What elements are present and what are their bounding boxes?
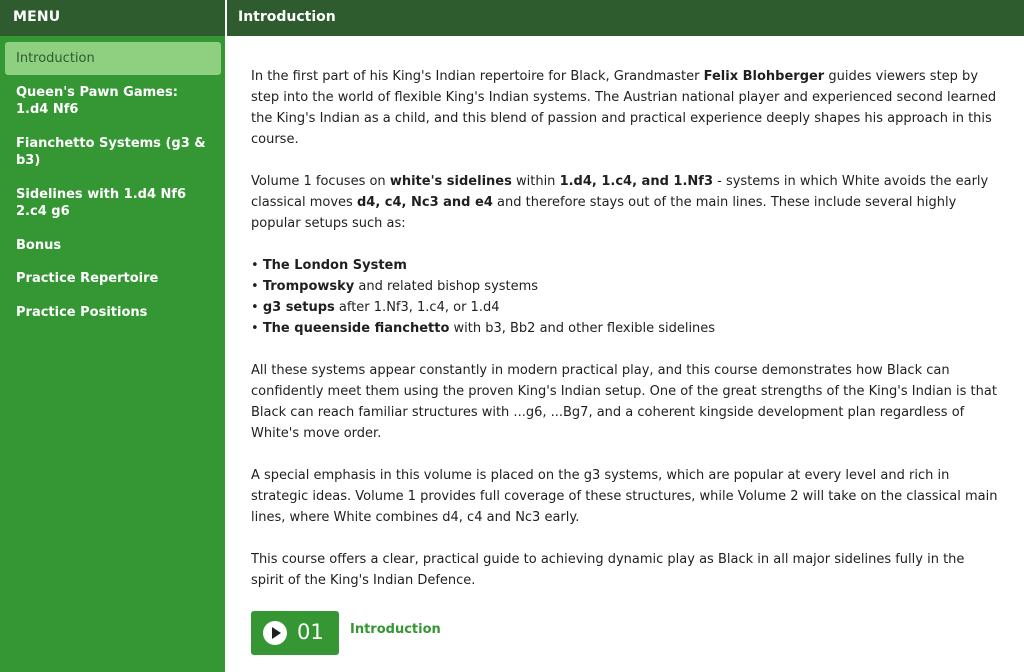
paragraph-intro: In the first part of his King's Indian repertoire for Black, Grandmaster Felix Blohberger guides viewers step by step into the world of flexible King's Indian systems. The Austrian national player and experienced second learned the King's Indian as a child, and this blend of passion and practical experience deeply shapes his approach in this course. (251, 69, 997, 147)
divider (225, 0, 227, 672)
sidebar-item-practice-positions[interactable]: Practice Positions (16, 305, 148, 320)
page-title: Introduction (227, 0, 1024, 36)
menu-header: MENU (0, 0, 225, 36)
play-video-button[interactable] (251, 611, 339, 655)
sidebar-item-queens-pawn-games[interactable]: Queen's Pawn Games: 1.d4 Nf6 (16, 85, 178, 117)
sidebar-item-introduction[interactable]: Introduction (5, 42, 221, 75)
author-name: Felix Blohberger (703, 69, 825, 84)
course-description (251, 66, 1001, 612)
paragraph-summary: This course offers a clear, practical guide to achieving dynamic play as Black in all major sidelines fully in the spirit of the King's Indian Defence. (251, 552, 965, 588)
sidebar-item-bonus[interactable]: Bonus (16, 238, 62, 253)
sidebar (0, 36, 225, 672)
sidebar-item-practice-repertoire[interactable]: Practice Repertoire (16, 271, 159, 286)
play-icon (263, 621, 287, 645)
sidebar-item-sidelines[interactable]: Sidelines with 1.d4 Nf6 2.c4 g6 (16, 187, 187, 219)
list-item: • The queenside fianchetto with b3, Bb2 and other flexible sidelines (251, 321, 716, 336)
setup-list (251, 255, 1001, 339)
paragraph-emphasis: A special emphasis in this volume is placed on the g3 systems, which are popular at every level and rich in strategic ideas. Volume 1 provides full coverage of these structures, while Volume 2 will take on the classical main lines, where White combines d4, c4 and Nc3 early. (251, 468, 998, 525)
list-item: • The London System (251, 258, 407, 273)
sidebar-item-fianchetto-systems[interactable]: Fianchetto Systems (g3 & b3) (16, 136, 206, 168)
video-number: 01 (297, 620, 324, 644)
paragraph-systems: All these systems appear constantly in modern practical play, and this course demonstrates how Black can confidently meet them using the proven King's Indian setup. One of the great strengths of the King's Indian is that Black can reach familiar structures with ...g6, ...Bg7, and a coherent kingside development plan regardless of White's move order. (251, 363, 997, 441)
paragraph-volume: Volume 1 focuses on white's sidelines within 1.d4, 1.c4, and 1.Nf3 - systems in which White avoids the early classical moves d4, c4, Nc3 and e4 and therefore stays out of the main lines. These include several highly popular setups such as: (251, 174, 989, 231)
video-title-link[interactable]: Introduction (350, 622, 441, 637)
list-item: • Trompowsky and related bishop systems (251, 279, 539, 294)
list-item: • g3 setups after 1.Nf3, 1.c4, or 1.d4 (251, 300, 500, 315)
